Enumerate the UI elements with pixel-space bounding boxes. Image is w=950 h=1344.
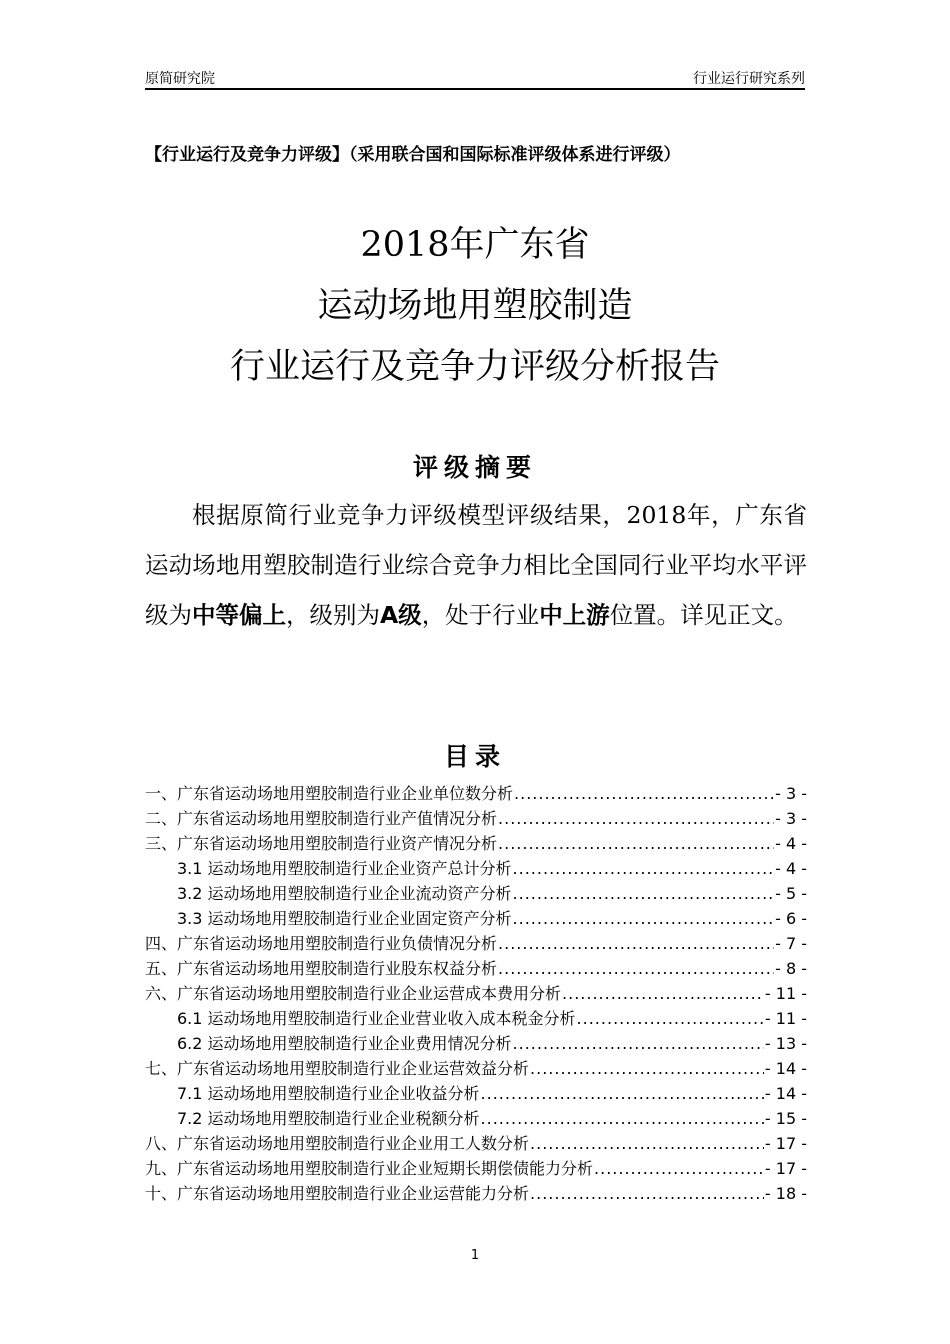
toc-entry-page: - 11 - — [764, 984, 807, 1003]
toc-entry-page: - 17 - — [764, 1159, 807, 1178]
toc-leader — [513, 856, 775, 881]
toc-entry[interactable] — [145, 781, 807, 806]
toc-entry[interactable] — [145, 931, 807, 956]
toc-entry[interactable] — [145, 1181, 807, 1206]
rating-grade: A级 — [380, 601, 422, 629]
summary-text: ，级别为 — [286, 601, 380, 629]
toc-entry-page: - 3 - — [775, 809, 807, 828]
summary-text: 根据原简行业竞争力评级模型评级结果，2018年，广东省运动场地用塑胶制造行业综合竞争力相比全国同行业平均水平评级为 — [145, 501, 807, 629]
toc-leader — [513, 906, 775, 931]
toc-entry-title: 7.1 运动场地用塑胶制造行业企业收益分析 — [177, 1084, 480, 1103]
toc-entry-page: - 14 - — [764, 1084, 807, 1103]
toc-entry-title: 6.1 运动场地用塑胶制造行业企业营业收入成本税金分析 — [177, 1009, 576, 1028]
summary-text: 位置。详见正文。 — [609, 601, 798, 629]
rating-level: 中等偏上 — [192, 601, 286, 629]
toc-entry-page: - 8 - — [775, 959, 807, 978]
toc-entry-page: - 18 - — [764, 1184, 807, 1203]
toc-entry-title: 六、广东省运动场地用塑胶制造行业企业运营成本费用分析 — [145, 984, 562, 1003]
toc-entry[interactable] — [145, 1031, 807, 1056]
toc-leader — [498, 956, 774, 981]
toc-entry[interactable] — [145, 1056, 807, 1081]
toc-entry-page: - 13 - — [764, 1034, 807, 1053]
toc-entry-title: 二、广东省运动场地用塑胶制造行业产值情况分析 — [145, 809, 498, 828]
toc-entry-title: 八、广东省运动场地用塑胶制造行业企业用工人数分析 — [145, 1134, 530, 1153]
toc-entry-title: 6.2 运动场地用塑胶制造行业企业费用情况分析 — [177, 1034, 512, 1053]
toc-entry-page: - 17 - — [764, 1134, 807, 1153]
toc-entry[interactable] — [145, 1156, 807, 1181]
toc-entry[interactable] — [145, 806, 807, 831]
table-of-contents — [145, 781, 807, 1206]
toc-entry[interactable] — [145, 831, 807, 856]
toc-entry[interactable] — [145, 881, 807, 906]
toc-leader — [594, 1156, 764, 1181]
report-title — [0, 215, 950, 398]
toc-entry-page: - 7 - — [775, 934, 807, 953]
toc-leader — [530, 1056, 764, 1081]
toc-entry-page: - 6 - — [775, 909, 807, 928]
toc-entry[interactable] — [145, 1081, 807, 1106]
toc-entry[interactable] — [145, 1131, 807, 1156]
title-line: 运动场地用塑胶制造 — [317, 286, 633, 326]
toc-entry-title: 3.3 运动场地用塑胶制造行业企业固定资产分析 — [177, 909, 512, 928]
page-number: 1 — [470, 1248, 480, 1263]
toc-entry[interactable] — [145, 856, 807, 881]
toc-leader — [577, 1006, 764, 1031]
toc-leader — [530, 1131, 764, 1156]
toc-entry-page: - 11 - — [764, 1009, 807, 1028]
toc-leader — [562, 981, 764, 1006]
toc-entry-page: - 14 - — [764, 1059, 807, 1078]
toc-entry-page: - 5 - — [775, 884, 807, 903]
summary-text: ，处于行业 — [421, 601, 540, 629]
rating-position: 中上游 — [539, 601, 610, 629]
report-tagline: 【行业运行及竞争力评级】（采用联合国和国际标准评级体系进行评级） — [145, 145, 681, 165]
toc-heading: 目录 — [443, 742, 506, 771]
title-line: 2018年广东省 — [360, 225, 590, 265]
toc-leader — [481, 1081, 764, 1106]
toc-entry-title: 3.1 运动场地用塑胶制造行业企业资产总计分析 — [177, 859, 512, 878]
header-series: 行业运行研究系列 — [693, 71, 805, 87]
header-org: 原简研究院 — [145, 71, 215, 87]
toc-entry-page: - 4 - — [775, 834, 807, 853]
toc-entry[interactable] — [145, 906, 807, 931]
toc-entry[interactable] — [145, 1006, 807, 1031]
toc-leader — [514, 781, 774, 806]
toc-leader — [481, 1106, 764, 1131]
toc-entry[interactable] — [145, 981, 807, 1006]
toc-entry-page: - 4 - — [775, 859, 807, 878]
toc-entry-title: 一、广东省运动场地用塑胶制造行业企业单位数分析 — [145, 784, 514, 803]
toc-leader — [513, 881, 775, 906]
toc-entry-page: - 15 - — [764, 1109, 807, 1128]
toc-leader — [513, 1031, 764, 1056]
toc-leader — [498, 831, 774, 856]
toc-entry-title: 七、广东省运动场地用塑胶制造行业企业运营效益分析 — [145, 1059, 530, 1078]
toc-entry-title: 3.2 运动场地用塑胶制造行业企业流动资产分析 — [177, 884, 512, 903]
toc-entry-title: 五、广东省运动场地用塑胶制造行业股东权益分析 — [145, 959, 498, 978]
toc-entry-title: 三、广东省运动场地用塑胶制造行业资产情况分析 — [145, 834, 498, 853]
toc-entry-title: 四、广东省运动场地用塑胶制造行业负债情况分析 — [145, 934, 498, 953]
toc-entry-title: 十、广东省运动场地用塑胶制造行业企业运营能力分析 — [145, 1184, 530, 1203]
toc-entry[interactable] — [145, 1106, 807, 1131]
toc-leader — [530, 1181, 764, 1206]
toc-entry-title: 7.2 运动场地用塑胶制造行业企业税额分析 — [177, 1109, 480, 1128]
toc-leader — [498, 931, 774, 956]
toc-entry-page: - 3 - — [775, 784, 807, 803]
page-header — [145, 66, 805, 90]
toc-entry[interactable] — [145, 956, 807, 981]
toc-leader — [498, 806, 774, 831]
title-line: 行业运行及竞争力评级分析报告 — [229, 347, 720, 387]
summary-heading: 评级摘要 — [412, 453, 537, 482]
summary-paragraph — [145, 490, 807, 640]
toc-entry-title: 九、广东省运动场地用塑胶制造行业企业短期长期偿债能力分析 — [145, 1159, 594, 1178]
